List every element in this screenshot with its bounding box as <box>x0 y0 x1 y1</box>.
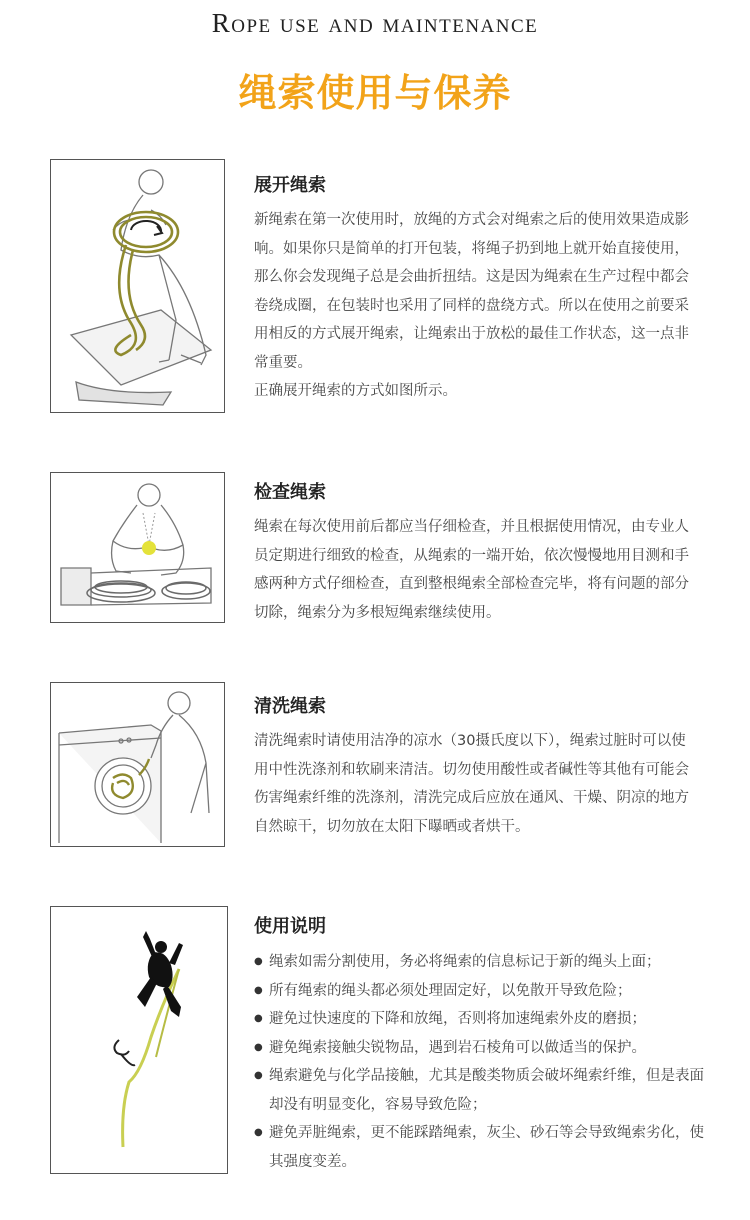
list-item: ● 避免绳索接触尖锐物品，遇到岩石棱角可以做适当的保护。 <box>254 1034 704 1063</box>
section-text-inspect <box>254 513 694 627</box>
list-item: ● 所有绳索的绳头都必须处理固定好，以免散开导致危险； <box>254 977 704 1006</box>
list-item: ● 避免弄脏绳索，更不能踩踏绳索，灰尘、砂石等会导致绳索劣化，使其强度变差。 <box>254 1119 704 1176</box>
usage-notes-list <box>254 948 704 1176</box>
person-unwinding-rope-illustration <box>50 159 225 413</box>
paragraph: 清洗绳索时请使用洁净的凉水（30摄氏度以下），绳索过脏时可以使用中性洗涤剂和软刷来清洁。切勿使用酸性或者碱性等其他有可能会伤害绳索纤维的洗涤剂，清洗完成后应放在通风、干燥、阴凉的地方自然晾干，切勿放在太阳下曝晒或者烘干。 <box>254 733 689 835</box>
section-text-wash <box>254 727 694 841</box>
list-item: ● 绳索避免与化学品接触，尤其是酸类物质会破坏绳索纤维，但是表面却没有明显变化，容易导致危险； <box>254 1062 704 1119</box>
person-washing-rope-illustration <box>50 682 225 847</box>
list-item: ● 避免过快速度的下降和放绳，否则将加速绳索外皮的磨损； <box>254 1005 704 1034</box>
english-title: Rope use and maintenance <box>211 8 539 38</box>
paragraph: 新绳索在第一次使用时，放绳的方式会对绳索之后的使用效果造成影响。如果你只是简单的打开包装，将绳子扔到地上就开始直接使用，那么你会发现绳子总是会曲折扭结。这是因为绳索在生产过程中都会卷绕成圈，在包装时也采用了同样的盘绕方式。所以在使用之前要采用相反的方式展开绳索，让绳索出于放松的最佳工作状态，这一点非常重要。 <box>254 212 689 371</box>
section-heading-usage: 使用说明 <box>254 916 326 937</box>
section-heading-unwind: 展开绳索 <box>254 175 326 196</box>
paragraph: 正确展开绳索的方式如图所示。 <box>254 383 457 399</box>
section-heading-wash: 清洗绳索 <box>254 696 326 717</box>
list-item: ● 绳索如需分割使用，务必将绳索的信息标记于新的绳头上面； <box>254 948 704 977</box>
climber-on-rope-illustration <box>50 906 228 1174</box>
chinese-title: 绳索使用与保养 <box>238 71 512 115</box>
section-text-unwind <box>254 206 694 406</box>
section-heading-inspect: 检查绳索 <box>254 482 326 503</box>
person-inspecting-rope-illustration <box>50 472 225 623</box>
paragraph: 绳索在每次使用前后都应当仔细检查，并且根据使用情况，由专业人员定期进行细致的检查，从绳索的一端开始，依次慢慢地用目测和手感两种方式仔细检查，直到整根绳索全部检查完毕，将有问题的部分切除，绳索分为多根短绳索继续使用。 <box>254 519 689 621</box>
